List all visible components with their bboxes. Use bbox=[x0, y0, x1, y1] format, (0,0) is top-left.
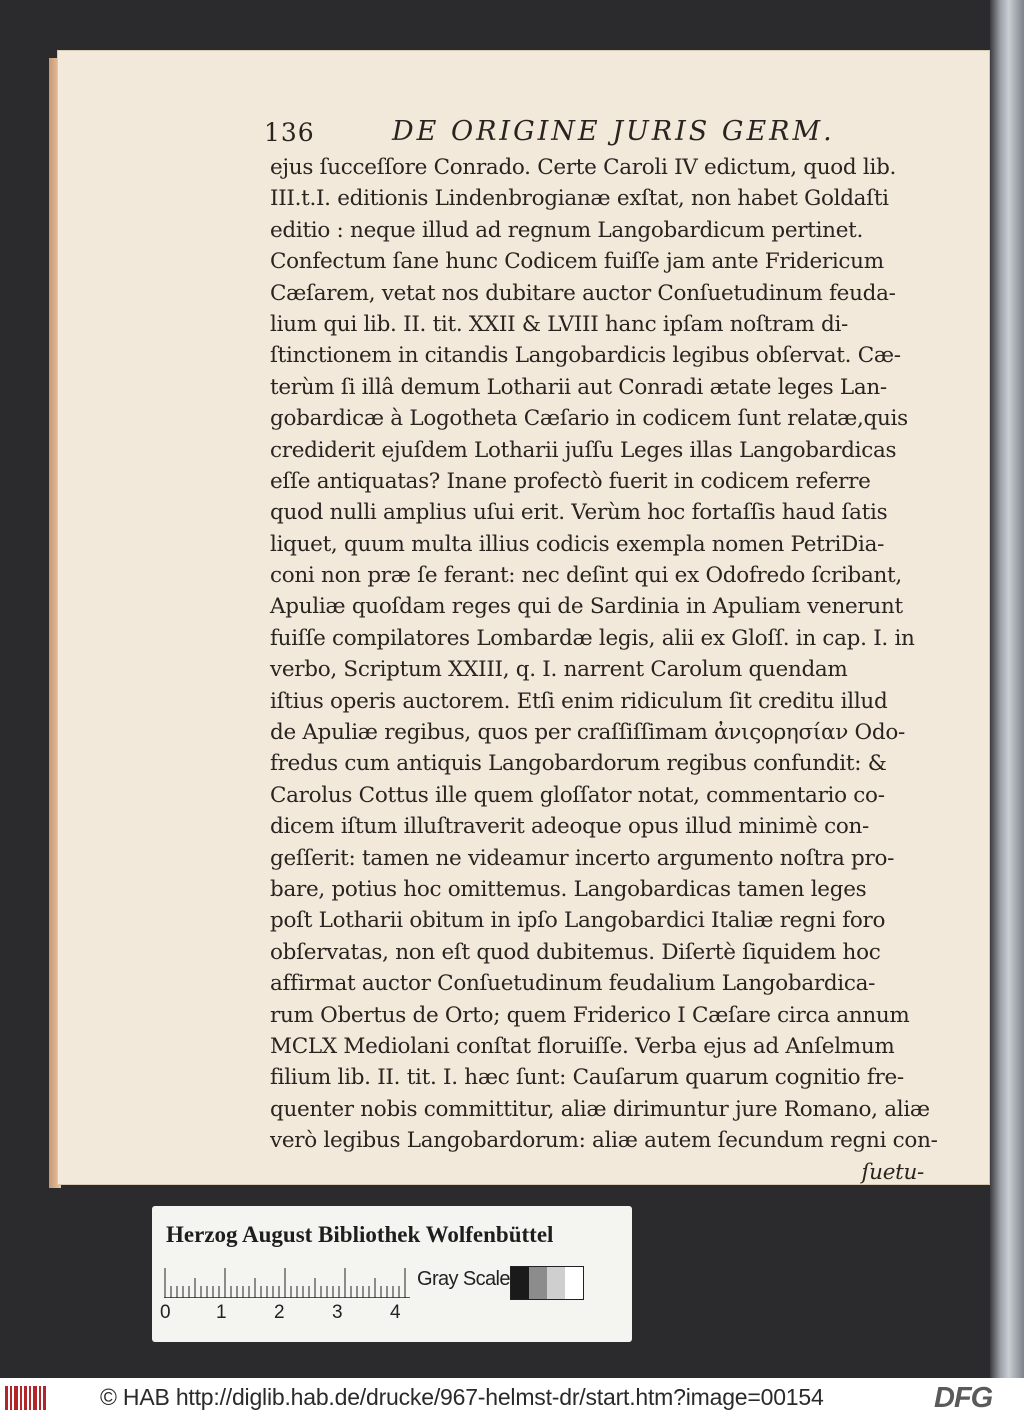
ruler-scale bbox=[164, 1268, 410, 1298]
text-line: liquet, quum multa illius codicis exempla nomen PetriDia- bbox=[270, 531, 885, 557]
catchword: ſuetu- bbox=[861, 1159, 924, 1185]
text-line: dicem iſtum illuſtraverit adeoque opus illud minimè con- bbox=[270, 814, 869, 840]
text-line: fredus cum antiquis Langobardorum regibus confundit: & bbox=[270, 751, 887, 777]
gray-scale-swatches bbox=[510, 1266, 584, 1300]
gray-swatch bbox=[529, 1267, 547, 1299]
gray-scale-label: Gray Scale bbox=[417, 1268, 510, 1290]
ruler-numbers bbox=[160, 1302, 420, 1326]
text-line: obſervatas, non eſt quod dubitemus. Diſertè ſiquidem hoc bbox=[270, 939, 881, 965]
text-line: quenter nobis committitur, aliæ dirimuntur jure Romano, aliæ bbox=[270, 1096, 930, 1122]
text-line: MCLX Mediolani conſtat floruiſſe. Verba ejus ad Anſelmum bbox=[270, 1033, 895, 1059]
running-head-title: DE ORIGINE JURIS GERM. bbox=[392, 116, 835, 147]
text-line: crediderit ejuſdem Lotharii juſſu Leges illas Langobardicas bbox=[270, 437, 897, 463]
text-line: verò legibus Langobardorum: aliæ autem ſecundum regni con- bbox=[270, 1128, 938, 1154]
text-line: poſt Lotharii obitum in ipſo Langobardici Italiæ regni foro bbox=[270, 908, 886, 934]
gray-swatch bbox=[547, 1267, 565, 1299]
text-line: Confectum ſane hunc Codicem fuiſſe jam ante Fridericum bbox=[270, 249, 884, 275]
text-line: gobardicæ à Logotheta Cæſario in codicem ſunt relatæ,quis bbox=[270, 406, 908, 432]
scanner-edge-strip bbox=[990, 0, 1024, 1380]
text-line: editio : neque illud ad regnum Langobardicum pertinet. bbox=[270, 217, 864, 243]
text-line: III.t.I. editionis Lindenbrogianæ exſtat, non habet Goldaſti bbox=[270, 186, 889, 212]
copyright-url[interactable]: © HAB http://diglib.hab.de/drucke/967-helmst-dr/start.htm?image=00154 bbox=[100, 1384, 824, 1410]
text-line: ſtinctionem in citandis Langobardicis legibus obſervat. Cæ- bbox=[270, 343, 901, 369]
text-line: quod nulli amplius uſui erit. Verùm hoc fortaſſis haud ſatis bbox=[270, 500, 888, 526]
text-line: coni non præ ſe ferant: nec deſint qui ex Odofredo ſcribant, bbox=[270, 563, 902, 589]
text-line: ejus ſucceſſore Conrado. Certe Caroli IV edictum, quod lib. bbox=[270, 155, 897, 180]
text-line: rum Obertus de Orto; quem Friderico I Cæſare circa annum bbox=[270, 1002, 910, 1028]
footer-bar bbox=[0, 1378, 1024, 1419]
library-name: Herzog August Bibliothek Wolfenbüttel bbox=[166, 1222, 554, 1247]
text-line: eſſe antiquatas? Inane profectò fuerit in codicem referre bbox=[270, 468, 871, 494]
ruler-number: 0 bbox=[160, 1302, 171, 1323]
text-line: de Apuliæ regibus, quos per craſſiſſimam ἀνιςορησίαν Odo- bbox=[270, 720, 905, 746]
text-line: Carolus Cottus ille quem gloſſator notat, commentario co- bbox=[270, 782, 885, 808]
text-line: affirmat auctor Conſuetudinum feudalium Langobardica- bbox=[270, 971, 876, 997]
gray-swatch bbox=[511, 1267, 529, 1299]
running-head bbox=[264, 112, 930, 150]
hab-barcode-logo-icon bbox=[4, 1382, 48, 1414]
ruler-number: 2 bbox=[274, 1302, 285, 1323]
gray-swatch bbox=[565, 1267, 583, 1299]
text-line: iſtius operis auctorem. Etſi enim ridiculum ſit creditu illud bbox=[270, 688, 888, 714]
text-line: geſſerit: tamen ne videamur incerto argumento noſtra pro- bbox=[270, 845, 895, 871]
text-line: verbo, Scriptum XXIII, q. I. narrent Carolum quendam bbox=[270, 657, 848, 683]
page-number: 136 bbox=[264, 118, 315, 147]
text-line: lium qui lib. II. tit. XXII & LVIII hanc ipſam noſtram di- bbox=[270, 311, 849, 337]
text-line: filium lib. II. tit. I. hæc ſunt: Cauſarum quarum cognitio fre- bbox=[270, 1065, 904, 1091]
library-label-card bbox=[152, 1206, 632, 1342]
dfg-logo: DFG bbox=[934, 1382, 993, 1414]
text-line: fuiſſe compilatores Lombardæ legis, alii ex Gloſſ. in cap. I. in bbox=[270, 625, 915, 651]
text-line: bare, potius hoc omittemus. Langobardicas tamen leges bbox=[270, 876, 867, 902]
text-line: Cæſarem, vetat nos dubitare auctor Conſuetudinum feuda- bbox=[270, 280, 896, 306]
text-line: Apuliæ quoſdam reges qui de Sardinia in Apuliam venerunt bbox=[270, 594, 903, 620]
text-line: terùm ſi illâ demum Lotharii aut Conradi ætate leges Lan- bbox=[270, 374, 887, 400]
ruler-number: 4 bbox=[390, 1302, 401, 1323]
ruler-number: 1 bbox=[216, 1302, 227, 1323]
ruler-number: 3 bbox=[332, 1302, 343, 1323]
text-lines bbox=[270, 152, 938, 1157]
page-text-block bbox=[264, 112, 938, 1188]
